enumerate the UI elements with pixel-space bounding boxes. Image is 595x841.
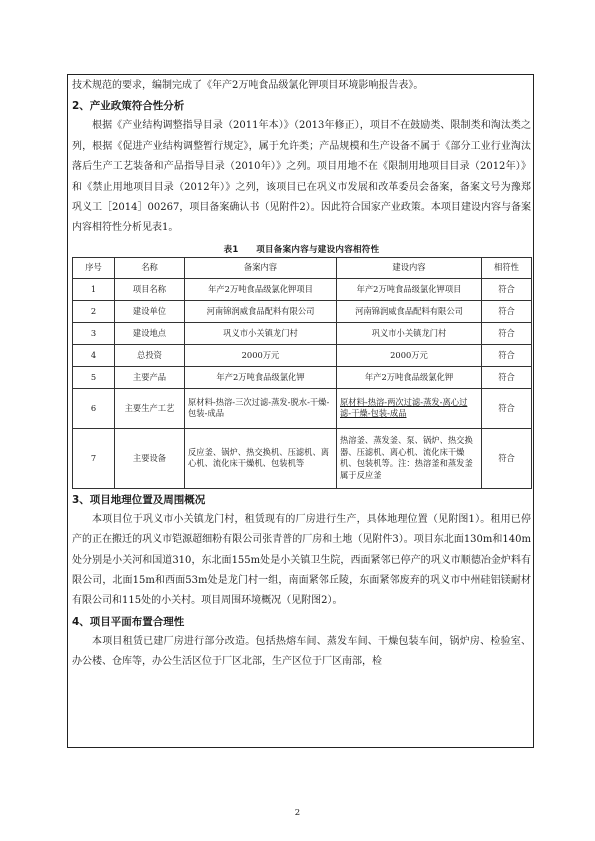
cell-match: 符合 bbox=[482, 428, 532, 488]
cell-built: 热溶釜、蒸发釜、泵、锅炉、热交换器、压滤机、离心机、流化床干燥机、包装机等。注：热溶釜和蒸发釜属于反应釜 bbox=[337, 428, 482, 488]
table-caption: 表1 项目备案内容与建设内容相符性 bbox=[223, 244, 380, 255]
table-row bbox=[73, 278, 532, 300]
cell-match: 符合 bbox=[482, 366, 532, 388]
cell-match: 符合 bbox=[482, 322, 532, 344]
cell-filed: 巩义市小关镇龙门村 bbox=[185, 322, 337, 344]
table-row bbox=[73, 388, 532, 428]
cell-no: 2 bbox=[73, 300, 115, 322]
intro-line: 技术规范的要求，编制完成了《年产2万吨食品级氯化钾项目环境影响报告表》。 bbox=[72, 80, 424, 91]
cell-no: 5 bbox=[73, 366, 115, 388]
col-header-built: 建设内容 bbox=[337, 257, 482, 278]
document-body bbox=[72, 76, 531, 673]
cell-match: 符合 bbox=[482, 344, 532, 366]
cell-built: 巩义市小关镇龙门村 bbox=[337, 322, 482, 344]
cell-name: 建设单位 bbox=[115, 300, 185, 322]
cell-built: 原材料-热溶-两次过滤-蒸发-离心过滤-干燥-包装-成品 bbox=[337, 388, 482, 428]
cell-built: 河南锦润威食品配料有限公司 bbox=[337, 300, 482, 322]
cell-name: 主要产品 bbox=[115, 366, 185, 388]
cell-no: 3 bbox=[73, 322, 115, 344]
cell-built: 年产2万吨食品级氯化钾项目 bbox=[337, 278, 482, 300]
cell-no: 6 bbox=[73, 388, 115, 428]
table-row bbox=[73, 366, 532, 388]
cell-no: 7 bbox=[73, 428, 115, 488]
cell-built: 年产2万吨食品级氯化钾 bbox=[337, 366, 482, 388]
cell-match: 符合 bbox=[482, 388, 532, 428]
col-header-filed: 备案内容 bbox=[185, 257, 337, 278]
cell-filed: 原材料-热溶-三次过滤-蒸发-脱水-干燥-包装-成品 bbox=[185, 388, 337, 428]
cell-filed: 河南锦润威食品配料有限公司 bbox=[185, 300, 337, 322]
section-3-paragraph: 本项目位于巩义市小关镇龙门村，租赁现有的厂房进行生产，具体地理位置（见附图1）。租用已停产的正在搬迁的巩义市铠源超细粉有限公司张青普的厂房和土地（见附件3）。项目东北面130m和140m处分别是小关河和国道310，东北面155m处是小关镇卫生院，西面紧邻已停产的巩义市顺德冶金炉料有限公司，北面15m和西面53m处是龙门村一组，南面紧邻丘陵，东面紧邻废弃的巩义市中州硅铝镁耐材有限公司和115处的小关村。项目周围环境概况（见附图2）。 bbox=[72, 513, 531, 607]
cell-name: 主要生产工艺 bbox=[115, 388, 185, 428]
cell-match: 符合 bbox=[482, 278, 532, 300]
table-row bbox=[73, 428, 532, 488]
cell-name: 主要设备 bbox=[115, 428, 185, 488]
col-header-name: 名称 bbox=[115, 257, 185, 278]
page-number: 2 bbox=[294, 808, 301, 818]
cell-built: 2000万元 bbox=[337, 344, 482, 366]
section-4-paragraph: 本项目租赁已建厂房进行部分改造。包括热熔车间、蒸发车间、干燥包装车间，锅炉房、检验室、办公楼、仓库等，办公生活区位于厂区北部，生产区位于厂区南部，检 bbox=[72, 635, 531, 668]
cell-match: 符合 bbox=[482, 300, 532, 322]
cell-no: 4 bbox=[73, 344, 115, 366]
table-row bbox=[73, 344, 532, 366]
cell-filed: 年产2万吨食品级氯化钾项目 bbox=[185, 278, 337, 300]
cell-no: 1 bbox=[73, 278, 115, 300]
section-3-heading: 3、项目地理位置及周围概况 bbox=[72, 493, 206, 506]
cell-filed: 反应釜、锅炉、热交换机、压滤机、离心机、流化床干燥机、包装机等 bbox=[185, 428, 337, 488]
section-2-heading: 2、产业政策符合性分析 bbox=[72, 100, 185, 113]
section-2-paragraph: 根据《产业结构调整指导目录（2011年本）》（2013年修正），项目不在鼓励类、限制类和淘汰类之列，根据《促进产业结构调整暂行规定》，属于允许类；产品规模和生产设备不属于《部分工业行业淘汰落后生产工艺装备和产品指导目录（2010年）》之列。项目用地不在《限制用地项目目录（2012年）》和《禁止用地项目目录（2012年）》之列，该项目已在巩义市发展和改革委员会备案，备案文号为豫郑巩义工［2014］00267，项目备案确认书（见附件2）。因此符合国家产业政策。本项目建设内容与备案内容相符性分析见表1。 bbox=[72, 120, 531, 234]
cell-name: 总投资 bbox=[115, 344, 185, 366]
table-header-row bbox=[73, 257, 532, 278]
col-header-match: 相符性 bbox=[482, 257, 532, 278]
cell-filed: 2000万元 bbox=[185, 344, 337, 366]
section-4-heading: 4、项目平面布置合理性 bbox=[72, 615, 185, 628]
conformity-table bbox=[72, 257, 532, 489]
col-header-no: 序号 bbox=[73, 257, 115, 278]
cell-name: 建设地点 bbox=[115, 322, 185, 344]
cell-filed: 年产2万吨食品级氯化钾 bbox=[185, 366, 337, 388]
table-row bbox=[73, 322, 532, 344]
table-row bbox=[73, 300, 532, 322]
cell-name: 项目名称 bbox=[115, 278, 185, 300]
